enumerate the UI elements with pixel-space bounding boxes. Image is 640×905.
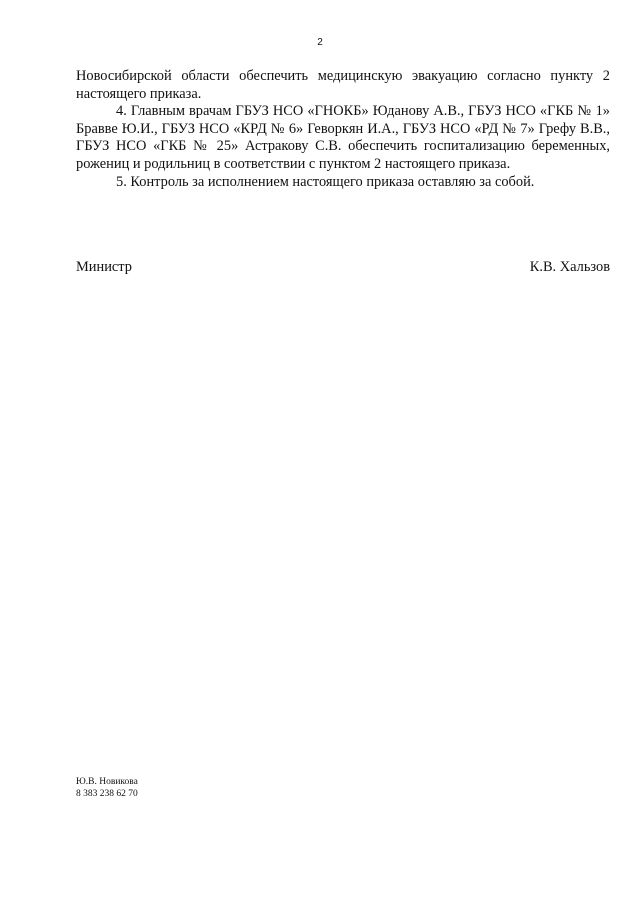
document-body: [76, 68, 610, 191]
paragraph-item-5: 5. Контроль за исполнением настоящего приказа оставляю за собой.: [116, 173, 535, 190]
executor-name: Ю.В. Новикова: [76, 777, 138, 787]
signatory-title: Министр: [76, 259, 132, 275]
page-number: 2: [317, 37, 323, 48]
executor-info: [76, 776, 138, 800]
signatory-name: К.В. Хальзов: [529, 259, 610, 275]
paragraph-item-4: 4. Главным врачам ГБУЗ НСО «ГНОКБ» Юданову А.В., ГБУЗ НСО «ГКБ № 1» Бравве Ю.И., ГБУЗ НСО «КРД № 6» Геворкян И.А., ГБУЗ НСО «РД № 7» Грефу В.В., ГБУЗ НСО «ГКБ № 25» Астракову С.В. обеспечить госпитализацию беременных, рожениц и родильниц в соответствии с пунктом 2 настоящего приказа.: [76, 103, 610, 172]
executor-phone: 8 383 238 62 70: [76, 789, 138, 799]
paragraph-continuation: Новосибирской области обеспечить медицинскую эвакуацию согласно пункту 2 настоящего приказа.: [76, 68, 610, 102]
signature-block: [76, 259, 610, 277]
